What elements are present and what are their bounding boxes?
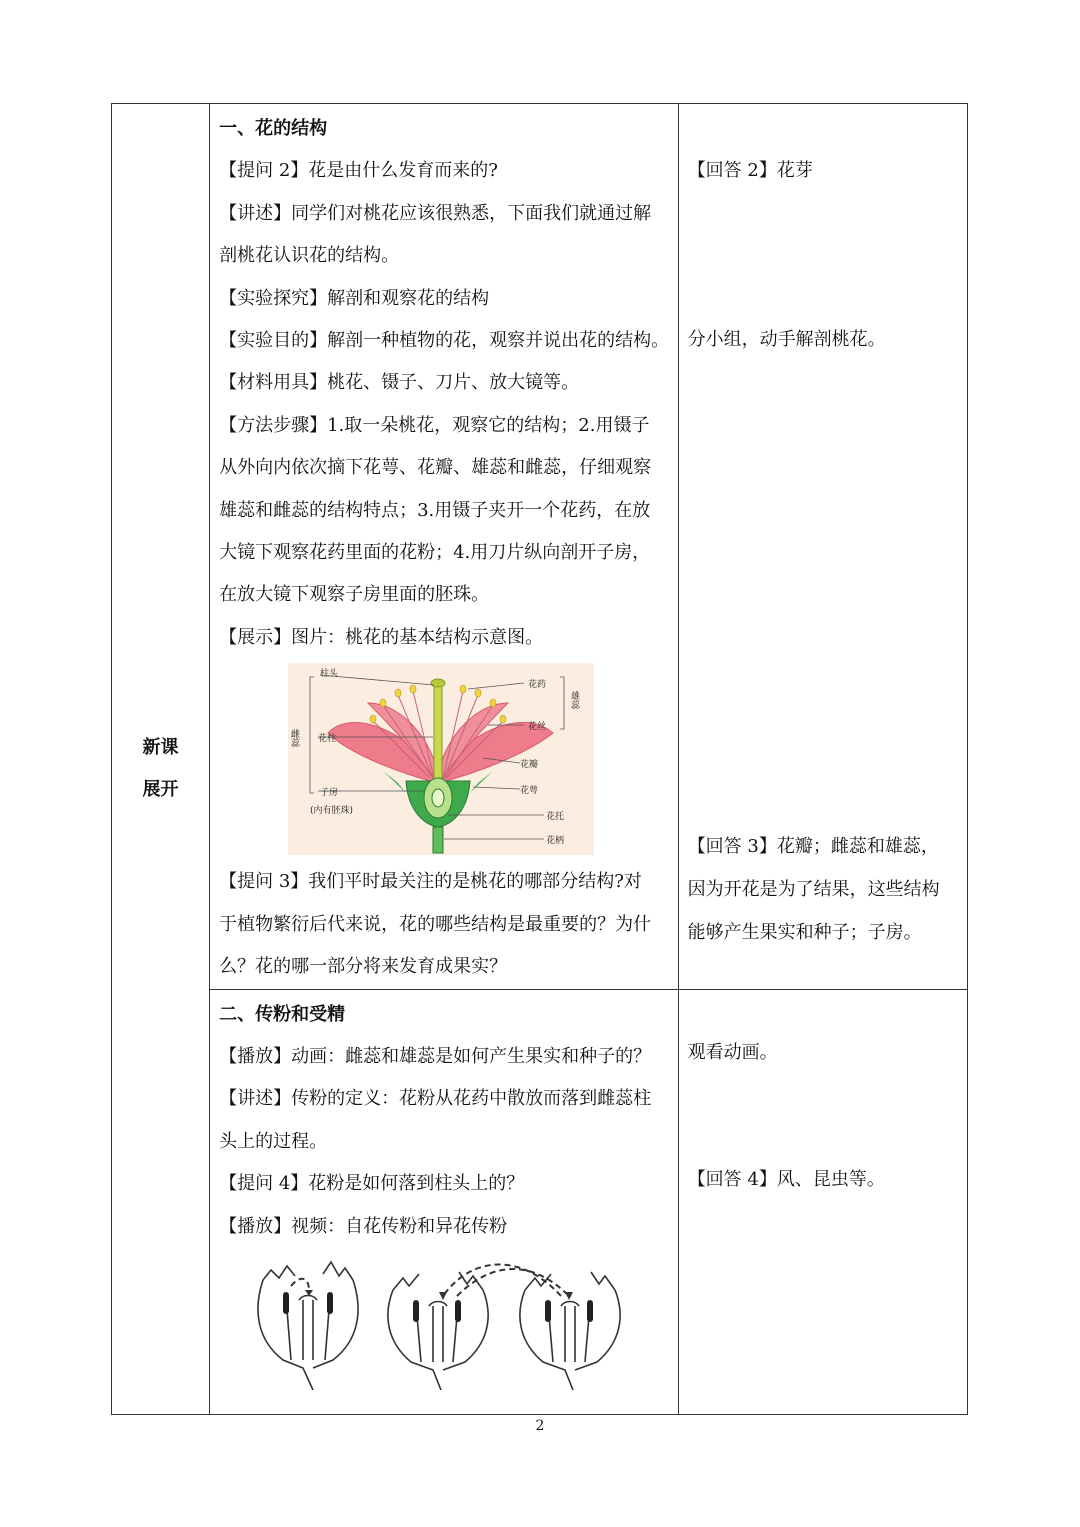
label-anther: 花药 <box>528 680 547 691</box>
steps-line5: 在放大镜下观察子房里面的胚珠。 <box>219 584 490 606</box>
section-label-line2: 展开 <box>142 778 179 800</box>
lesson-plan-table <box>111 103 968 1415</box>
label-pedicel: 花柄 <box>546 836 565 847</box>
ask3-line3: 么？花的哪一部分将来发育成果实？ <box>219 956 508 978</box>
label-filament: 花丝 <box>528 722 547 733</box>
experiment-purpose: 【实验目的】解剖一种植物的花，观察并说出花的结构。 <box>219 330 670 352</box>
ask3-line2: 于植物繁衍后代来说，花的哪些结构是最重要的？为什 <box>219 913 652 935</box>
pollination-def-line1: 【讲述】传粉的定义：花粉从花药中散放而落到雌蕊柱 <box>219 1088 652 1110</box>
steps-line2: 从外向内依次摘下花萼、花瓣、雄蕊和雌蕊，仔细观察 <box>219 457 652 479</box>
part2-student-cell <box>678 989 967 1414</box>
steps-line4: 大镜下观察花药里面的花粉；4.用刀片纵向剖开子房， <box>219 542 651 564</box>
label-ovule-note: (内有胚珠) <box>310 806 354 817</box>
experiment-title: 【实验探究】解剖和观察花的结构 <box>219 287 490 309</box>
answer2-text: 【回答 2】花芽 <box>687 160 813 181</box>
label-style: 花柱 <box>318 734 337 745</box>
answer3-line2: 因为开花是为了结果，这些结构 <box>687 879 940 900</box>
group-dissect-text: 分小组，动手解剖桃花。 <box>687 329 886 350</box>
ask3-line1: 【提问 3】我们平时最关注的是桃花的哪部分结构?对 <box>219 871 642 893</box>
watch-animation-text: 观看动画。 <box>687 1041 778 1063</box>
talk1-line2: 剖桃花认识花的结构。 <box>219 245 400 267</box>
part2-heading: 二、传粉和受精 <box>219 1003 346 1025</box>
part2-teacher-cell <box>210 989 679 1414</box>
play-animation-text: 【播放】动画：雌蕊和雄蕊是如何产生果实和种子的？ <box>219 1045 652 1067</box>
pollination-def-line2: 头上的过程。 <box>219 1130 328 1152</box>
materials-text: 【材料用具】桃花、镊子、刀片、放大镜等。 <box>219 372 580 394</box>
page-number: 2 <box>535 1418 545 1434</box>
label-stigma: 柱头 <box>320 669 339 680</box>
ask2-text: 【提问 2】花是由什么发育而来的? <box>219 160 498 182</box>
steps-line1: 【方法步骤】1.取一朵桃花，观察它的结构；2.用镊子 <box>219 414 650 436</box>
label-sepal: 花萼 <box>520 786 539 797</box>
play-video-text: 【播放】视频：自花传粉和异花传粉 <box>219 1215 508 1237</box>
label-receptacle: 花托 <box>546 812 565 823</box>
part1-teacher-cell <box>210 104 679 990</box>
answer3-line3: 能够产生果实和种子；子房。 <box>687 922 922 943</box>
part1-student-cell <box>678 104 967 990</box>
section-cell <box>112 104 210 1415</box>
ask4-text: 【提问 4】花粉是如何落到柱头上的？ <box>219 1173 525 1195</box>
steps-line3: 雄蕊和雌蕊的结构特点；3.用镊子夹开一个花药，在放 <box>219 499 651 521</box>
show-text: 【展示】图片：桃花的基本结构示意图。 <box>219 626 544 648</box>
section-label-line1: 新课 <box>142 736 179 758</box>
part1-heading: 一、花的结构 <box>219 118 328 139</box>
label-petal: 花瓣 <box>520 760 539 771</box>
answer4-text: 【回答 4】风、昆虫等。 <box>687 1168 885 1190</box>
label-stamen: 雄蕊 <box>569 691 580 710</box>
label-pistil: 雌蕊 <box>289 729 300 748</box>
peach-flower-diagram <box>288 663 594 855</box>
talk1-line1: 【讲述】同学们对桃花应该很熟悉，下面我们就通过解 <box>219 202 652 224</box>
label-ovary: 子房 <box>320 788 339 799</box>
section-label <box>141 727 181 811</box>
answer3-line1: 【回答 3】花瓣；雌蕊和雄蕊， <box>687 836 939 857</box>
pollination-diagram <box>243 1250 643 1390</box>
